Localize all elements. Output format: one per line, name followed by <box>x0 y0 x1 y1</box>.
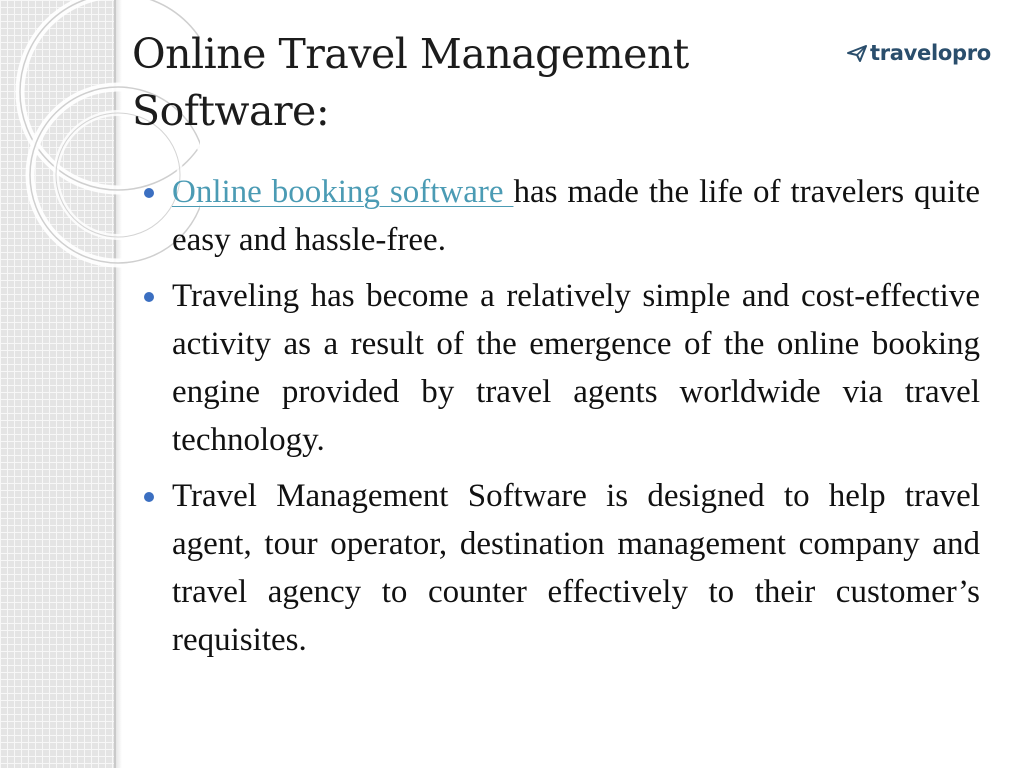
bullet-item <box>142 472 980 664</box>
bullet-icon <box>144 492 154 502</box>
bullet-item <box>142 168 980 264</box>
paper-plane-icon <box>846 42 868 64</box>
bullet-text: Travel Management Software is designed to help travel agent, tour operator, destination management company and travel agency to counter effectively to their customer’s requisites. <box>172 478 980 658</box>
bullet-text: Traveling has become a relatively simple and cost-effective activity as a result of the emergence of the online booking engine provided by travel agents worldwide via travel technology. <box>172 278 980 458</box>
bullet-list <box>142 168 980 672</box>
travelopro-logo <box>846 38 1016 68</box>
online-booking-software-link[interactable]: Online booking software <box>172 174 514 210</box>
bullet-text: has made the life of travelers quite easy and hassle-free. <box>172 174 980 258</box>
bullet-icon <box>144 292 154 302</box>
logo-text: travelopro <box>870 41 991 65</box>
bullet-icon <box>144 188 154 198</box>
slide-title: Online Travel Management Software: <box>132 30 689 135</box>
bullet-item <box>142 272 980 464</box>
